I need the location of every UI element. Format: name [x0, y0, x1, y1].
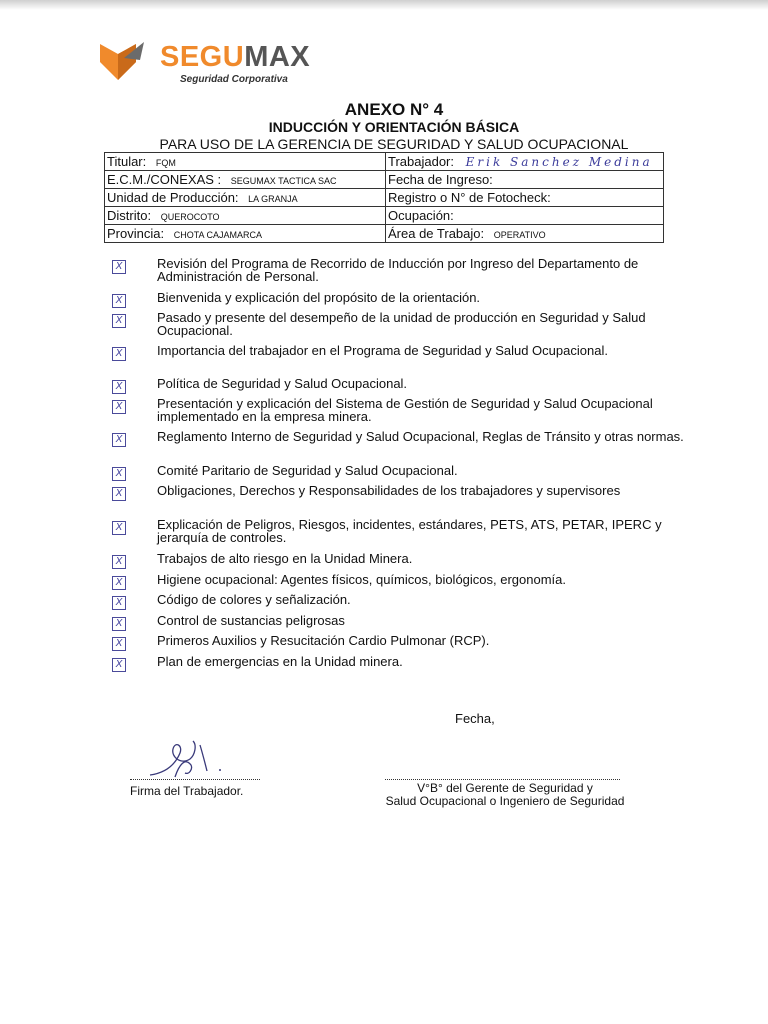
- provincia-value: CHOTA CAJAMARCA: [173, 230, 263, 240]
- brand-tagline: Seguridad Corporativa: [180, 74, 288, 85]
- area-value: OPERATIVO: [493, 230, 546, 240]
- checklist-text: Presentación y explicación del Sistema de Gestión de Seguridad y Salud Ocupacional implementado en la empresa minera.: [157, 396, 653, 424]
- checklist-item: [110, 485, 690, 519]
- checklist-text: Higiene ocupacional: Agentes físicos, químicos, biológicos, ergonomía.: [157, 572, 567, 587]
- info-row: [105, 225, 664, 243]
- checklist-text: Importancia del trabajador en el Programa de Seguridad y Salud Ocupacional.: [157, 343, 608, 358]
- checkbox[interactable]: X: [112, 637, 126, 651]
- manager-signature-label: [360, 782, 650, 808]
- ocupacion-label: Ocupación:: [388, 208, 454, 223]
- checklist-text: Obligaciones, Derechos y Responsabilidades de los trabajadores y supervisores: [157, 483, 621, 498]
- checklist-item: [110, 635, 690, 656]
- info-row: [105, 153, 664, 171]
- checklist-item: [110, 258, 690, 292]
- checklist-item: [110, 615, 690, 635]
- manager-signature-line2: Salud Ocupacional o Ingeniero de Seguridad: [385, 794, 625, 808]
- manager-signature-line1: V°B° del Gerente de Seguridad y: [417, 781, 593, 795]
- area-cell: [386, 225, 664, 243]
- annex-title: ANEXO N° 4: [344, 100, 444, 119]
- ocupacion-cell: [386, 207, 664, 225]
- checklist-item: [110, 656, 690, 676]
- checkbox[interactable]: X: [112, 380, 126, 394]
- checkbox[interactable]: X: [112, 314, 126, 328]
- distrito-cell: [105, 207, 386, 225]
- registro-label: Registro o N° de Fotocheck:: [388, 190, 551, 205]
- worker-signature-line: [130, 779, 260, 780]
- checkbox[interactable]: X: [112, 617, 126, 631]
- checklist-text: Pasado y presente del desempeño de la unidad de producción en Seguridad y Salud Ocupacional.: [157, 310, 646, 338]
- checklist-text: Código de colores y señalización.: [157, 592, 351, 607]
- manager-signature-line: [385, 779, 620, 780]
- titular-label: Titular:: [107, 154, 147, 169]
- checklist-item: [110, 465, 690, 485]
- document-subtitle: INDUCCIÓN Y ORIENTACIÓN BÁSICA: [268, 119, 520, 135]
- unidad-cell: [105, 189, 386, 207]
- checkbox[interactable]: X: [112, 294, 126, 308]
- checklist-text: Explicación de Peligros, Riesgos, incidentes, estándares, PETS, ATS, PETAR, IPERC y jerarquía de controles.: [157, 517, 662, 545]
- info-row: [105, 171, 664, 189]
- checklist-item: [110, 519, 690, 553]
- info-table: [104, 152, 664, 243]
- checklist-text: Política de Seguridad y Salud Ocupacional.: [157, 376, 408, 391]
- trabajador-label: Trabajador:: [388, 154, 454, 169]
- document-purpose: PARA USO DE LA GERENCIA DE SEGURIDAD Y SALUD OCUPACIONAL: [159, 136, 629, 152]
- checklist-text: Primeros Auxilios y Resucitación Cardio Pulmonar (RCP).: [157, 633, 490, 648]
- provincia-cell: [105, 225, 386, 243]
- checkbox[interactable]: X: [112, 347, 126, 361]
- checkbox[interactable]: X: [112, 521, 126, 535]
- distrito-label: Distrito:: [107, 208, 152, 223]
- checklist-item: [110, 345, 690, 378]
- info-row: [105, 207, 664, 225]
- checklist-item: [110, 594, 690, 615]
- checkbox[interactable]: X: [112, 400, 126, 414]
- company-logo: [100, 40, 340, 90]
- scan-edge: [0, 0, 768, 10]
- fecha-ingreso-label: Fecha de Ingreso:: [388, 172, 493, 187]
- checklist-text: Comité Paritario de Seguridad y Salud Ocupacional.: [157, 463, 458, 478]
- checklist-text: Trabajos de alto riesgo en la Unidad Minera.: [157, 551, 413, 566]
- checklist-text: Plan de emergencias en la Unidad minera.: [157, 654, 403, 669]
- titular-value: FQM: [155, 158, 176, 168]
- checklist-item: [110, 553, 690, 574]
- brand-name: [160, 40, 310, 74]
- worker-signature-icon: [145, 735, 225, 785]
- area-label: Área de Trabajo:: [388, 226, 485, 241]
- registro-cell: [386, 189, 664, 207]
- checklist-item: [110, 431, 690, 465]
- checklist-item: [110, 312, 690, 345]
- provincia-label: Provincia:: [107, 226, 165, 241]
- checklist-item: [110, 378, 690, 398]
- checkbox[interactable]: X: [112, 487, 126, 501]
- fecha-ingreso-cell: [386, 171, 664, 189]
- ecm-cell: [105, 171, 386, 189]
- worker-signature-label: Firma del Trabajador.: [130, 784, 244, 798]
- brand-part-2: MAX: [244, 41, 311, 73]
- ecm-value: SEGUMAX TACTICA SAC: [230, 176, 337, 186]
- checkbox[interactable]: X: [112, 467, 126, 481]
- logo-mark-icon: [100, 40, 144, 84]
- checklist-item: [110, 574, 690, 594]
- checklist-text: Control de sustancias peligrosas: [157, 613, 345, 628]
- checkbox[interactable]: X: [112, 555, 126, 569]
- ecm-label: E.C.M./CONEXAS :: [107, 172, 222, 187]
- info-row: [105, 189, 664, 207]
- unidad-label: Unidad de Producción:: [107, 190, 239, 205]
- distrito-value: QUEROCOTO: [160, 212, 220, 222]
- checklist-item: [110, 398, 690, 431]
- checklist-text: Revisión del Programa de Recorrido de Inducción por Ingreso del Departamento de Administración de Personal.: [157, 256, 639, 284]
- checkbox[interactable]: X: [112, 576, 126, 590]
- checkbox[interactable]: X: [112, 433, 126, 447]
- checkbox[interactable]: X: [112, 596, 126, 610]
- checklist: [110, 258, 690, 676]
- trabajador-value: Erik Sanchez Medina: [465, 155, 653, 169]
- fecha-label: Fecha,: [455, 711, 495, 726]
- titular-cell: [105, 153, 386, 171]
- checkbox[interactable]: X: [112, 658, 126, 672]
- checklist-text: Bienvenida y explicación del propósito de la orientación.: [157, 290, 481, 305]
- checklist-item: [110, 292, 690, 312]
- unidad-value: LA GRANJA: [248, 194, 298, 204]
- trabajador-cell: [386, 153, 664, 171]
- checkbox[interactable]: X: [112, 260, 126, 274]
- brand-part-1: SEGU: [160, 41, 245, 73]
- checklist-text: Reglamento Interno de Seguridad y Salud Ocupacional, Reglas de Tránsito y otras normas.: [157, 429, 684, 444]
